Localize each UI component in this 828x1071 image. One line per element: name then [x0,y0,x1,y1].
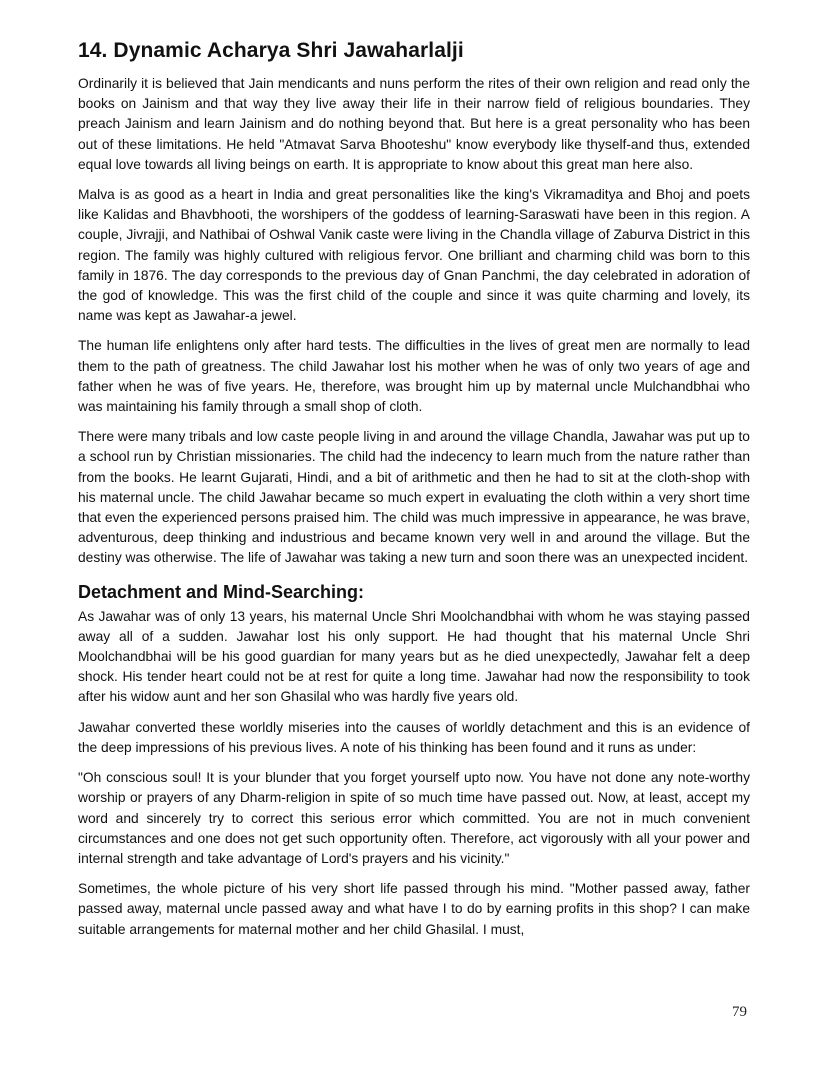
paragraph-intro-2: Malva is as good as a heart in India and great personalities like the king's Vikramaditya and Bhoj and poets like Kalidas and Bhavbhooti, the worshipers of the goddess of learning-Saraswati have been in this region. A couple, Jivrajji, and Nathibai of Oshwal Vanik caste were living in the Chandla village of Zaburva District in this region. The family was highly cultured with religious fervor. One brilliant and charming child was born to this family in 1876. The day corresponds to the previous day of Gnan Panchmi, the day celebrated in adoration of the god of knowledge. This was the first child of the couple and since it was quite charming and lovely, its name was kept as Jawahar-a jewel. [78,187,750,324]
paragraph-section-2: Jawahar converted these worldly miseries into the causes of worldly detachment and this is an evidence of the deep impressions of his previous lives. A note of his thinking has been found and it runs as under: [78,719,750,755]
paragraph-section-4: Sometimes, the whole picture of his very short life passed through his mind. "Mother passed away, father passed away, maternal uncle passed away and what have I to do by earning profits in this shop? I can make suitable arrangements for maternal mother and her child Ghasilal. I must, [78,881,750,937]
paragraph-intro-1: Ordinarily it is believed that Jain mendicants and nuns perform the rites of their own religion and read only the books on Jainism and that way they live away their life in their narrow field of religious boundaries. They preach Jainism and learn Jainism and do nothing beyond that. But here is a great personality who has been out of these limitations. He held "Atmavat Sarva Bhooteshu" know everybody like thyself-and thus, extended equal love towards all living beings on earth. It is appropriate to know about this great man here also. [78,76,750,172]
paragraph-intro-4: There were many tribals and low caste people living in and around the village Chandla, Jawahar was put up to a school run by Christian missionaries. The child had the indecency to learn much from the nature rather than from the books. He learnt Gujarati, Hindi, and a bit of arithmetic and then he had to sit at the cloth-shop with his maternal uncle. The child Jawahar became so much expert in evaluating the cloth within a very short time that even the experienced persons praised him. The child was much impressive in appearance, he was brave, adventurous, deep thinking and industrious and became known very well in and around the village. But the destiny was otherwise. The life of Jawahar was taking a new turn and soon there was an unexpected incident. [78,429,750,566]
page-number: 79 [732,1004,747,1020]
chapter-title: 14. Dynamic Acharya Shri Jawaharlalji [78,39,464,62]
paragraph-section-1: As Jawahar was of only 13 years, his maternal Uncle Shri Moolchandbhai with whom he was staying passed away all of a sudden. Jawahar lost his only support. He had thought that his maternal Uncle Shri Moolchandbhai will be his good guardian for many years but as he died unexpectedly, Jawahar felt a deep shock. His tender heart could not be at rest for quite a long time. Jawahar had now the responsibility to took after his widow aunt and her son Ghasilal who was hardly five years old. [78,608,750,705]
paragraph-intro-3: The human life enlightens only after hard tests. The difficulties in the lives of great men are normally to lead them to the path of greatness. The child Jawahar lost his mother when he was of only two years of age and father when he was of five years. He, therefore, was brought him up by maternal uncle Mulchandbhai who was maintaining his family through a small shop of cloth. [78,338,750,415]
paragraph-quote: "Oh conscious soul! It is your blunder that you forget yourself upto now. You have not done any note-worthy worship or prayers of any Dharm-religion in spite of so much time have passed out. Now, at least, accept my word and sincerely try to correct this serious error which committed. You are not in much convenient circumstances and one does not get such opportunity often. Therefore, act vigorously with all your power and internal strength and take advantage of Lord's prayers and his vicinity." [78,770,750,866]
document-page [78,36,750,950]
section-heading: Detachment and Mind-Searching: [78,581,365,602]
